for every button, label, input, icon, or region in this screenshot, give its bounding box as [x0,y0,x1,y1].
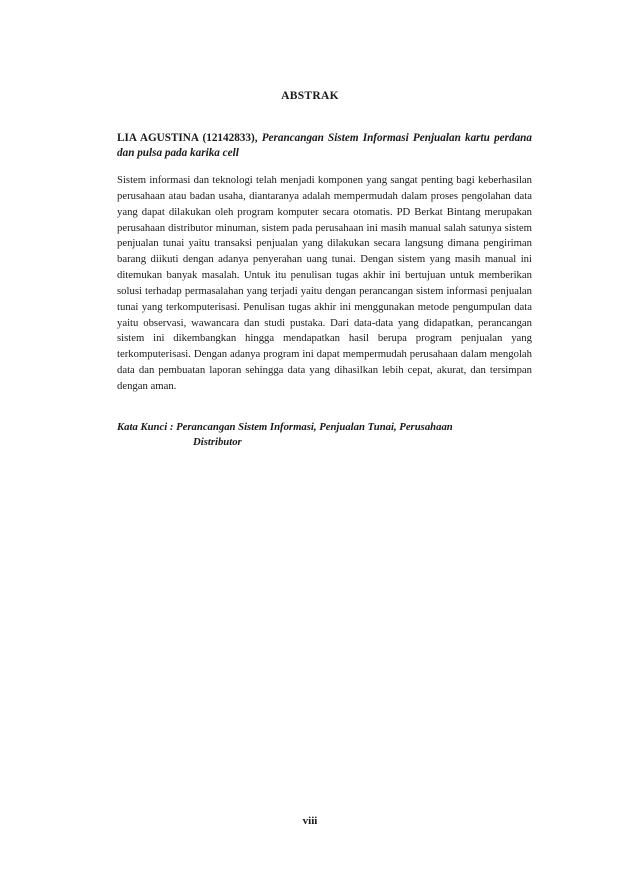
keywords-line-1: Perancangan Sistem Informasi, Penjualan Tunai, Perusahaan [176,421,453,433]
thesis-title: Perancangan Sistem Informasi Penjualan kartu perdana dan pulsa pada karika cell [117,132,532,159]
page-number: viii [302,815,318,827]
abstract-paragraph: Sistem informasi dan teknologi telah menjadi komponen yang sangat penting bagi keberhasilan perusahaan atau badan usaha, diantaranya adalah mempermudah dalam proses pengolahan data yang dapat dilakukan oleh program komputer secara otomatis. PD Berkat Bintang merupakan perusahaan distributor minuman, sistem pada perusahaan ini masih manual salah satunya sistem penjualan tunai yaitu transaksi penjualan yang dilakukan secara langsung dimana pengiriman barang diikuti dengan adanya penyerahan uang tunai. Dengan sistem yang masih manual ini ditemukan banyak masalah. Untuk itu penulisan tugas akhir ini bertujuan untuk memberikan solusi terhadap permasalahan yang terjadi yaitu dengan perancangan sistem informasi penjualan tunai yang terkomputerisasi. Penulisan tugas akhir ini menggunakan metode pengumpulan data yaitu observasi, wawancara dan studi pustaka. Dari data-data yang didapatkan, perancangan sistem ini dikembangkan hingga mendapatkan hasil berupa program penjualan yang terkomputerisasi. Dengan adanya program ini dapat mempermudah perusahaan dalam mengolah data dan pembuatan laporan sehingga data yang dihasilkan lebih cepat, akurat, dan tersimpan dengan aman. [117,174,532,392]
keywords-block [117,420,537,450]
author-and-thesis-title [117,131,532,161]
author-name: LIA AGUSTINA (12142833), [117,132,258,144]
page-title: ABSTRAK [281,90,339,102]
keywords-label: Kata Kunci : [117,421,174,433]
keywords-line-2: Distributor [193,436,242,448]
